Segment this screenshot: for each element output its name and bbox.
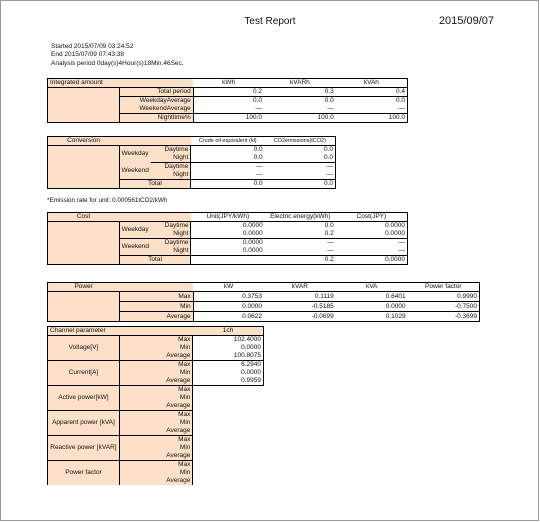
power-factor-label: Power factor (48, 461, 120, 486)
cell: -0.7500 (408, 302, 480, 312)
cell: 0.2 (193, 88, 264, 97)
cell (193, 427, 264, 436)
weekend-label: Weekend (119, 239, 151, 256)
cell: — (326, 163, 333, 170)
col-1ch: 1ch (193, 327, 264, 336)
row-label: Average (119, 402, 193, 411)
col-energy: Electric energy(kWh) (270, 213, 331, 220)
cell: 0.3 (264, 88, 336, 97)
row-label: Min (119, 444, 193, 452)
cell: 0.0622 (193, 312, 264, 322)
cell: -0.5185 (264, 302, 336, 312)
cell: 0.0 (191, 180, 265, 189)
row-label: Average (119, 352, 193, 361)
col-unit: Unit(JPY/kWh) (206, 213, 250, 220)
cell: 100.0 (317, 114, 334, 121)
row-label: Average (119, 427, 193, 436)
cell: — (193, 105, 264, 114)
emission-note: *Emission rate for unit: 0.000561tCO2/kWh (47, 197, 168, 204)
row-label: Min (119, 394, 193, 402)
channel-parameter-label: Channel parameter (48, 327, 120, 336)
cell: 0.0000 (336, 230, 408, 239)
row-label: Min (119, 344, 193, 352)
row-label: Daytime (151, 239, 191, 248)
cell: 0.0 (265, 154, 336, 163)
cell: — (336, 247, 408, 256)
col-power-factor: Power factor (425, 283, 462, 290)
col-kvar: kVAR (291, 283, 308, 290)
cell: -0.0699 (311, 312, 334, 320)
col-crude-oil: Crude oil equivalent (kl) (198, 138, 257, 144)
row-label: Max (119, 436, 193, 445)
col-kva: kVA (365, 283, 378, 290)
row-label: Daytime (151, 163, 191, 172)
cell: 0.9959 (193, 377, 264, 386)
cell: 0.0000 (336, 302, 408, 312)
cell (193, 411, 264, 420)
cell: 0.2 (324, 256, 334, 263)
row-label: Total (119, 180, 191, 189)
report-title: Test Report (244, 16, 296, 27)
cell (193, 386, 264, 395)
row-label: Min (119, 419, 193, 427)
apparent-power-label: Apparent power [kVA] (48, 411, 120, 436)
cell (193, 444, 264, 452)
cell: — (327, 239, 334, 246)
cell: — (191, 171, 265, 180)
cell: — (398, 239, 405, 246)
cell: 0.1029 (385, 312, 406, 320)
voltage-label: Voltage[V] (48, 336, 120, 361)
cell (193, 452, 264, 461)
col-co2: CO2emissions(tCO2) (273, 138, 326, 144)
cell: 0.0 (323, 180, 333, 187)
cell: 102.4000 (193, 336, 264, 345)
cell: 0.0 (395, 97, 405, 104)
report-date: 2015/09/07 (438, 15, 494, 27)
started-text: Started 2015/07/09 03:24:52 (51, 43, 134, 50)
weekday-label: Weekday (119, 222, 151, 239)
row-label: Daytime (151, 146, 191, 155)
row-label: Max (119, 336, 193, 345)
row-label: Min (119, 469, 193, 477)
conversion-label: Conversion (48, 137, 120, 146)
col-kvarh: kVARh (290, 79, 310, 86)
cell: 0.0000 (193, 302, 264, 312)
cell: 0.2 (265, 230, 336, 239)
cell: 0.0000 (191, 239, 265, 248)
cost-table (47, 212, 408, 265)
cell: 0.0000 (193, 344, 264, 352)
cell: 0.4 (336, 88, 408, 97)
cell: 100.0 (388, 114, 405, 121)
cell: 0.0000 (191, 230, 265, 239)
reactive-power-label: Reactive power [kVAR] (48, 436, 120, 461)
row-label: Total period (119, 88, 193, 97)
cell: 100.8075 (193, 352, 264, 361)
cell: 100.0 (193, 114, 264, 123)
power-table (47, 282, 480, 322)
cell: 0.3753 (193, 292, 264, 302)
cell: 0.0000 (191, 247, 265, 256)
cell: 0.9990 (408, 292, 480, 302)
row-label: WeekdayAverage (119, 97, 193, 106)
row-label: Max (119, 292, 193, 302)
integrated-amount-table (47, 78, 408, 123)
row-label: Nighttime% (119, 114, 193, 123)
col-kwh: kWh (222, 79, 236, 86)
cell: — (336, 105, 408, 114)
cell: 0.0 (193, 97, 264, 106)
cell (193, 402, 264, 411)
col-kw: kW (223, 283, 234, 290)
cost-label: Cost (48, 213, 120, 222)
row-label: Night (151, 154, 191, 163)
cell: — (191, 163, 265, 172)
row-label: WeekendAverage (119, 105, 193, 114)
cell (193, 469, 264, 477)
row-label: Night (151, 247, 191, 256)
power-label: Power (48, 283, 120, 292)
cell: — (265, 171, 336, 180)
weekend-label: Weekend (119, 163, 151, 180)
cell: 0.0000 (385, 222, 405, 229)
row-label: Average (119, 377, 193, 386)
cell: 0.6401 (336, 292, 408, 302)
row-label: Max (119, 361, 193, 370)
current-label: Current[A] (48, 361, 120, 386)
row-label: Max (119, 386, 193, 395)
cell: 0.0000 (191, 222, 265, 231)
row-label: Max (119, 461, 193, 470)
weekday-label: Weekday (119, 146, 151, 163)
col-kvah: kVAh (363, 79, 379, 86)
cell: 0.0 (323, 146, 333, 153)
cell: 6.2940 (193, 361, 264, 370)
row-label: Min (119, 302, 193, 312)
cell: — (264, 105, 336, 114)
analysis-period-text: Analysis period 0day(s)4Hour(s)18Min.46Sec. (51, 60, 184, 67)
cell (193, 436, 264, 445)
integrated-amount-label: Integrated amount (48, 79, 120, 88)
cell (193, 477, 264, 485)
cell (193, 419, 264, 427)
cell: 0.0 (324, 222, 334, 229)
row-label: Night (151, 230, 191, 239)
row-label: Min (119, 369, 193, 377)
channel-parameter-table (47, 326, 264, 485)
cell (191, 256, 265, 265)
cell: 0.0000 (385, 256, 405, 263)
row-label: Average (119, 452, 193, 461)
row-label: Total (119, 256, 191, 265)
row-label: Daytime (151, 222, 191, 231)
row-label: Max (119, 411, 193, 420)
cell: -0.3699 (454, 312, 477, 320)
active-power-label: Active power[kW] (48, 386, 120, 411)
cell: 0.0 (191, 146, 265, 155)
end-text: End 2015/07/09 07:43:38 (51, 51, 125, 58)
row-label: Average (119, 477, 193, 485)
cell: 0.0 (324, 97, 334, 104)
cell: — (265, 247, 336, 256)
row-label: Average (119, 312, 193, 322)
cell: 0.1119 (264, 292, 336, 302)
cell (193, 394, 264, 402)
conversion-table (47, 136, 336, 189)
cell: 0.0 (191, 154, 265, 163)
cell (193, 461, 264, 470)
col-cost: Cost(JPY) (356, 213, 387, 220)
cell: 0.0000 (193, 369, 264, 377)
row-label: Night (151, 171, 191, 180)
